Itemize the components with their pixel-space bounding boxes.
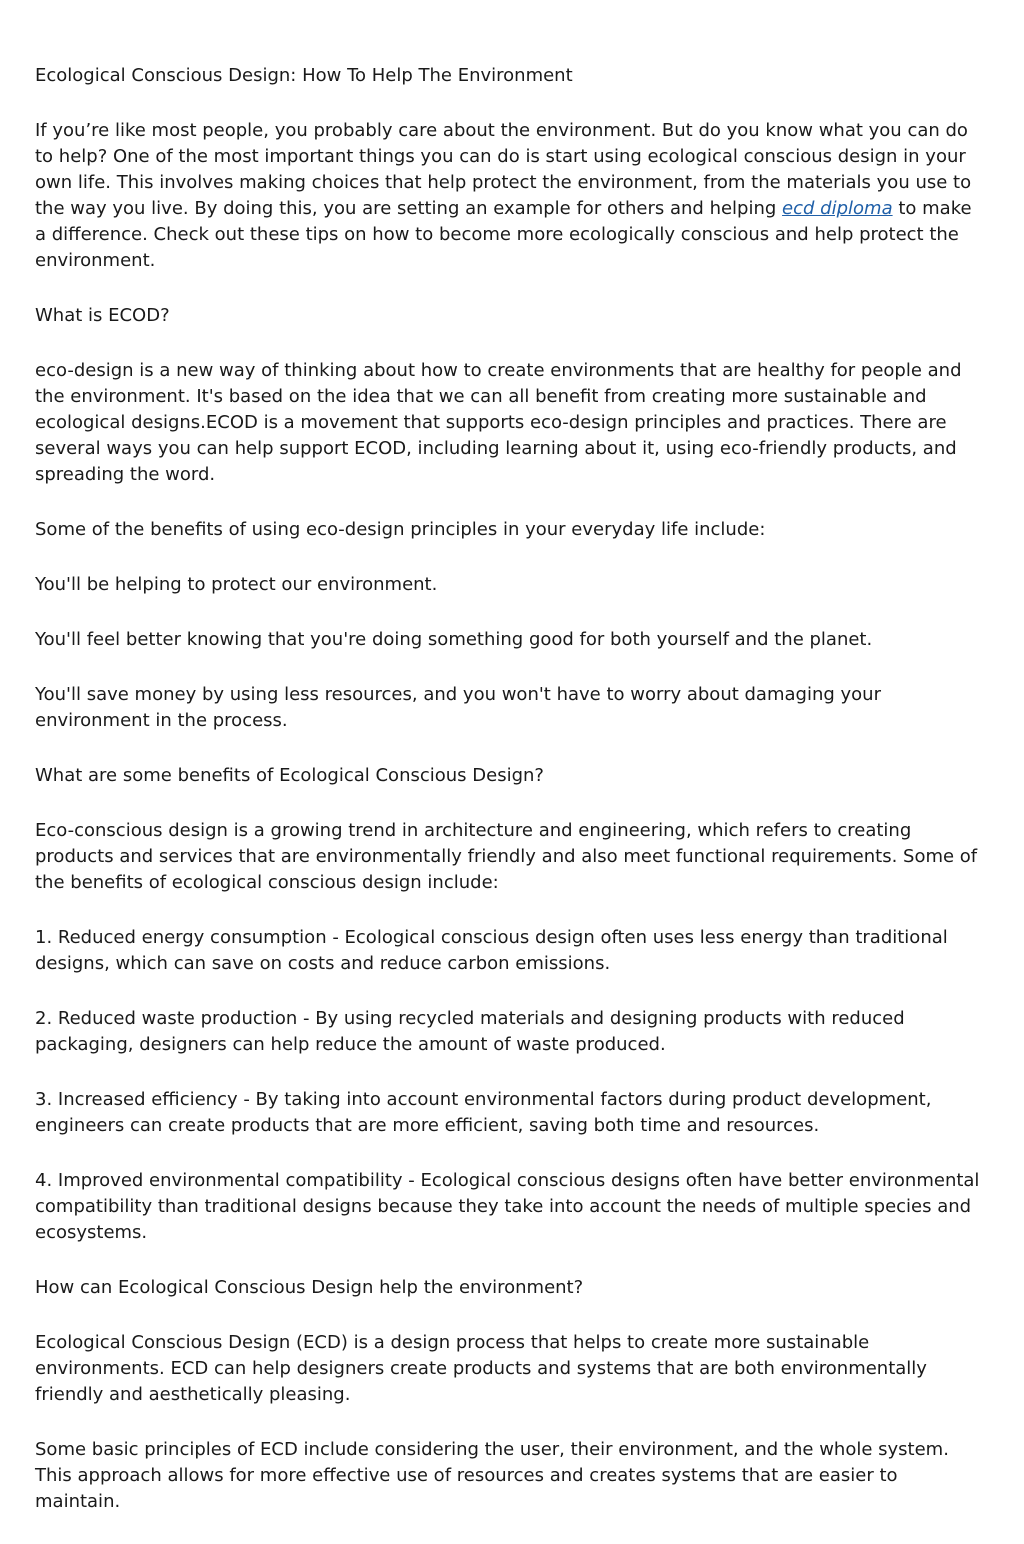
paragraph-benefits: Eco-conscious design is a growing trend in architecture and engineering, which refers to creating products and services that are environmentally friendly and also meet functional requirements. Some of the benefits of ecological conscious design include: <box>35 820 978 893</box>
intro-text-before-link: If you’re like most people, you probably care about the environment. But do you know what you can do to help? One of the most important things you can do is start using ecological conscious design in your own life. This involves making choices that help protect the environment, from the materials you use to the way you live. By doing this, you are setting an example for others and helping <box>35 120 972 219</box>
intro-paragraph <box>35 118 987 274</box>
list-item-compatibility: 4. Improved environmental compatibility - Ecological conscious designs often have better environmental compatibility than traditional designs because they take into account the needs of multiple species and ecosystems. <box>35 1170 980 1243</box>
heading-benefits-ecd: What are some benefits of Ecological Conscious Design? <box>35 765 544 786</box>
paragraph-ecd-principles: Some basic principles of ECD include considering the user, their environment, and the whole system. This approach allows for more effective use of resources and creates systems that are easier to maintain. <box>35 1439 949 1512</box>
paragraph-ecod: eco-design is a new way of thinking about how to create environments that are healthy for people and the environment. It's based on the idea that we can all benefit from creating more sustainable and ecological designs.ECOD is a movement that supports eco-design principles and practices. There are several ways you can help support ECOD, including learning about it, using eco-friendly products, and spreading the word. <box>35 360 962 485</box>
heading-how-ecd-helps: How can Ecological Conscious Design help the environment? <box>35 1277 584 1298</box>
ecd-diploma-link[interactable]: ecd diploma <box>782 198 893 219</box>
benefit-save-money: You'll save money by using less resources, and you won't have to worry about damaging your environment in the process. <box>35 684 881 731</box>
list-item-energy: 1. Reduced energy consumption - Ecological conscious design often uses less energy than traditional designs, which can save on costs and reduce carbon emissions. <box>35 927 948 974</box>
heading-what-is-ecod: What is ECOD? <box>35 305 170 326</box>
benefit-feel-better: You'll feel better knowing that you're doing something good for both yourself and the planet. <box>35 629 873 650</box>
intro-text-after-link: to make a difference. Check out these tips on how to become more ecologically conscious and help protect the environment. <box>35 198 972 271</box>
paragraph-ecd-process: Ecological Conscious Design (ECD) is a design process that helps to create more sustainable environments. ECD can help designers create products and systems that are both environmentally friendly and aesthetically pleasing. <box>35 1332 927 1405</box>
document-title: Ecological Conscious Design: How To Help The Environment <box>35 65 573 86</box>
document-body <box>35 63 987 1544</box>
list-item-efficiency: 3. Increased efficiency - By taking into account environmental factors during product development, engineers can create products that are more efficient, saving both time and resources. <box>35 1089 932 1136</box>
benefit-protect-environment: You'll be helping to protect our environment. <box>35 574 438 595</box>
benefits-intro: Some of the benefits of using eco-design principles in your everyday life include: <box>35 519 766 540</box>
list-item-waste: 2. Reduced waste production - By using recycled materials and designing products with reduced packaging, designers can help reduce the amount of waste produced. <box>35 1008 905 1055</box>
